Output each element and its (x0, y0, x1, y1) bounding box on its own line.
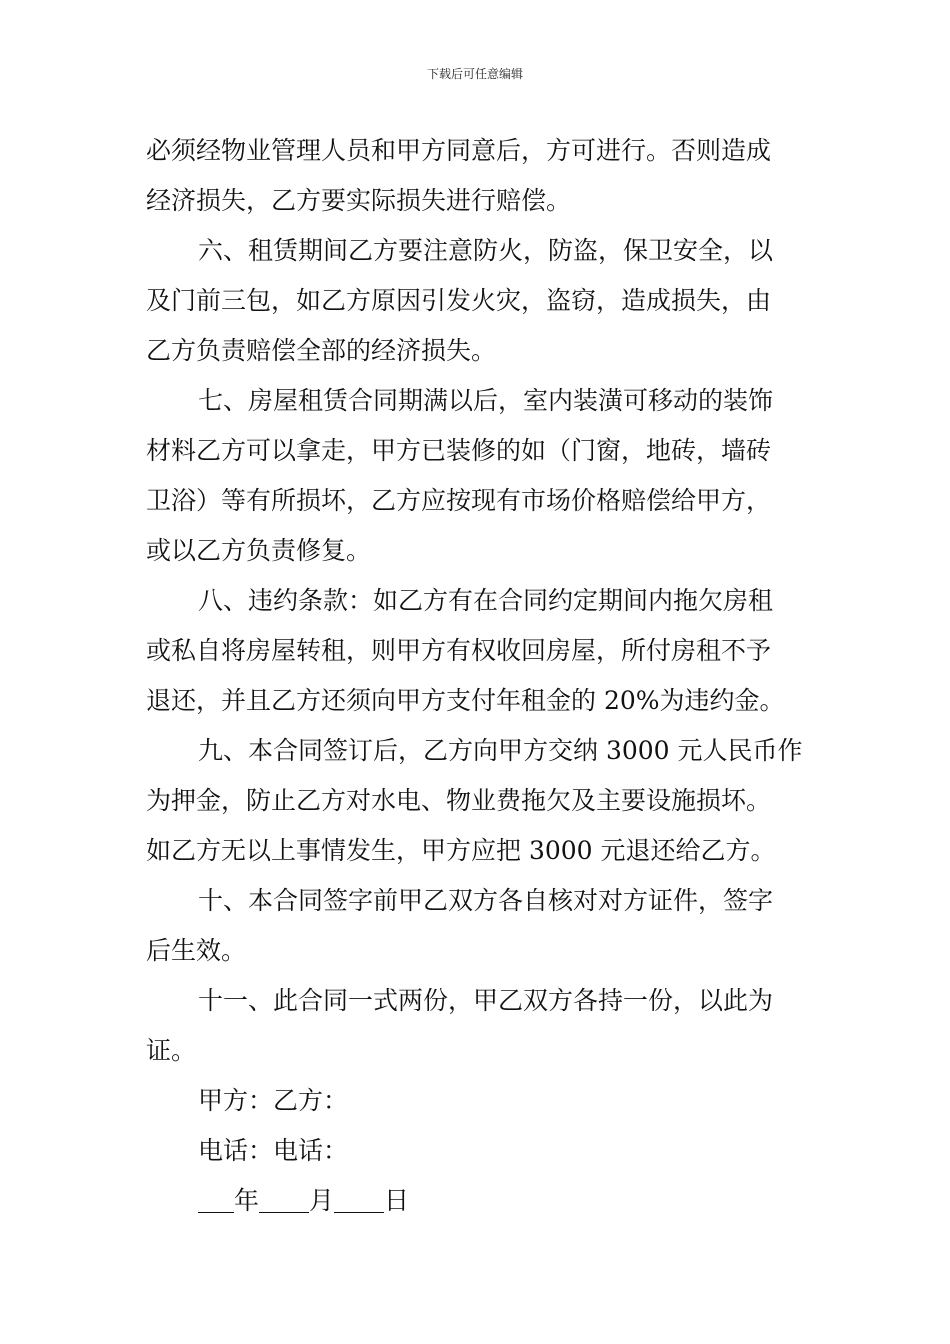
paragraph-line: 材料乙方可以拿走，甲方已装修的如（门窗，地砖，墙砖 (146, 436, 772, 465)
signature-phones: 电话：电话： (198, 1136, 349, 1165)
paragraph-line: 如乙方无以上事情发生，甲方应把 3000 元退还给乙方。 (146, 836, 776, 865)
page-header: 下载后可任意编辑 (426, 67, 523, 81)
paragraph-line: 为押金，防止乙方对水电、物业费拖欠及主要设施损坏。 (146, 786, 772, 815)
signature-date (146, 1176, 810, 1226)
paragraph-line: 后生效。 (146, 936, 247, 965)
day-label: 日 (384, 1186, 410, 1215)
paragraph-line: 乙方负责赔偿全部的经济损失。 (146, 336, 497, 365)
month-blank (259, 1187, 309, 1213)
paragraph-line: 卫浴）等有所损坏，乙方应按现有市场价格赔偿给甲方， (146, 486, 772, 515)
clause-six-line: 六、租赁期间乙方要注意防火，防盗，保卫安全，以 (198, 236, 774, 265)
paragraph-line: 及门前三包，如乙方原因引发火灾，盗窃，造成损失，由 (146, 286, 772, 315)
clause-eleven-line: 十一、此合同一式两份，甲乙双方各持一份，以此为 (198, 986, 774, 1015)
paragraph-line: 退还，并且乙方还须向甲方支付年租金的 20%为违约金。 (146, 686, 785, 715)
paragraph-line: 经济损失，乙方要实际损失进行赔偿。 (146, 186, 572, 215)
day-blank (334, 1187, 384, 1213)
clause-ten-line: 十、本合同签字前甲乙双方各自核对对方证件，签字 (198, 886, 774, 915)
paragraph-line: 或私自将房屋转租，则甲方有权收回房屋，所付房租不予 (146, 636, 772, 665)
paragraph-line: 或以乙方负责修复。 (146, 536, 372, 565)
month-label: 月 (309, 1186, 335, 1215)
year-label: 年 (234, 1186, 260, 1215)
clause-eight-line: 八、违约条款：如乙方有在合同约定期间内拖欠房租 (198, 586, 774, 615)
year-blank (198, 1187, 234, 1213)
paragraph-line: 必须经物业管理人员和甲方同意后，方可进行。否则造成 (146, 136, 772, 165)
signature-parties: 甲方：乙方： (198, 1086, 349, 1115)
clause-seven-line: 七、房屋租赁合同期满以后，室内装潢可移动的装饰 (198, 386, 774, 415)
document-body (146, 126, 810, 1226)
clause-nine-line: 九、本合同签订后，乙方向甲方交纳 3000 元人民币作 (198, 736, 803, 765)
paragraph-line: 证。 (146, 1036, 197, 1065)
